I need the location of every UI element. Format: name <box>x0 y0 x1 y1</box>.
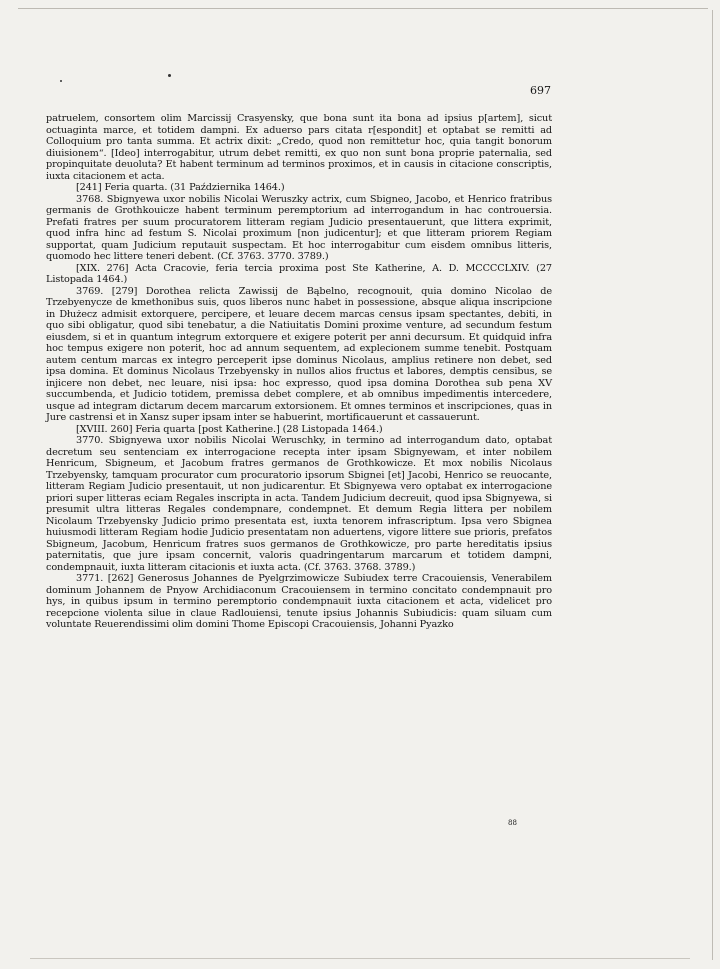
date-heading: [241] Feria quarta. (31 Października 1464.) <box>76 182 285 193</box>
date-heading: [XVIII. 260] Feria quarta [post Katherine.] (28 Listopada 1464.) <box>76 423 383 435</box>
date-heading: [XIX. 276] Acta Cracovie, feria tercia proxima post Ste Katherine, A. D. MCCCCLXIV. (27 Listopada 1464.) <box>46 262 552 285</box>
entry-3770: 3770. Sbignyewa uxor nobilis Nicolai Weruschky, in termino ad interrogandum dato, optabat decretum seu sentenciam ex interrogacione recepta inter ipsam Sbignyewam, et inter nobilem Henricum, Sbigneum, et Jacobum fratres germanos de Grothkowicze. Et mox nobilis Nicolaus Trzebyensky, tamquam procurator cum procuratorio ipsorum Sbignei [et] Jacobi, Henrico se reuocante, litteram Regiam Judicio presentauit, ut non judicarentur. Et Sbignyewa vero optabat ex interrogacione priori super litteras eciam Regales inscripta in acta. Tandem Judicium decreuit, quod ipsa Sbignyewa, si presumit ultra litteras Regales condempnare, condempnet. Et demum Regia littera per nobilem Nicolaum Trzebyensky Judicio primo presentata est, iuxta tenorem infrascriptum. Ipsa vero Sbignea huiusmodi litteram Regiam hodie Judicio presentatam non aduertens, vigore littere sue prioris, prefatos Sbigneum, Jacobum, Henricum fratres suos germanos de Grothkowicze, pro parte hereditatis ipsius paternitatis, que jure ipsam concernit, valoris quadringentarum marcarum et totidem dampni, condempnauit, iuxta litteram citacionis et iuxta acta. (Cf. 3763. 3768. 3789.) <box>46 435 552 573</box>
scan-edge-bottom <box>30 958 690 959</box>
signature-mark: 88 <box>508 819 517 827</box>
entry-3769: 3769. [279] Dorothea relicta Zawissij de Bąbelno, recognouit, quia domino Nicolao de Trzebyenycze de kmethonibus suis, quos liberos nunc habet in possessione, absque aliqua inscripcione in Dłużecz admisit extorquere, percipere, et leuare decem marcas census ipsam spectantes, debiti, in quo sibi obligatur, quod sibi tenebatur, a die Natiuitatis Domini proxime venture, ad secundum festum eiusdem, si et in quantum integrum extorquere et exigere poterit per anni decursum. Et quidquid infra hoc tempus exigere non poterit, hoc ad annum sequentem, ad explecionem summe tenebit. Postquam autem centum marcas ex integro perceperit ipse dominus Nicolaus, amplius retinere non debet, sed ipsa domina. Et dominus Nicolaus Trzebyensky in nullos alios fructus et labores, demptis censibus, se injicere non debet, nec leuare, nisi ipsa: hoc expresso, quod ipsa domina Dorothea sub pena XV succumbenda, et Judicio totidem, premissa debet complere, et ab omnibus impedimentis intercedere, usque ad integram dictarum decem marcarum extorsionem. Et omnes terminos et inscripciones, quas in Jure castrensi et in Xansz super ipsam inter se habuerint, mortificauerunt et cassauerunt. <box>46 285 552 423</box>
scan-edge-right <box>712 10 713 960</box>
document-body <box>46 113 552 631</box>
paragraph-continuation: patruelem, consortem olim Marcissij Crasyensky, que bona sunt ita bona ad ipsius p[artem], sicut octuaginta marce, et totidem dampni. Ex aduerso pars citata r[espondit] et optabat se remitti ad Colloquium pro tanta summa. Et actrix dixit: „Credo, quod non remittetur hoc, quia tangit bonorum diuisionem“. [Ideo] interrogabitur, utrum debet remitti, ex quo non sunt bona proprie paternalia, sed propinquitate deuoluta? Et habent terminum ad terminos proximos, et in causis in citacione conscriptis, iuxta citacionem et acta. <box>46 113 552 182</box>
entry-3768: 3768. Sbignyewa uxor nobilis Nicolai Weruszky actrix, cum Sbigneo, Jacobo, et Henrico fratribus germanis de Grothkouicze habent terminum peremptorium ad interrogandum in hac controuersia. Prefati fratres per suum procuratorem litteram regiam Judicio presentauerunt, que littera exprimit, quod infra hinc ad festum S. Nicolai proximum [non judicentur]; et que litteram priorem Regiam supportat, quam Judicium reputauit suspectam. Et hoc interrogabitur cum eisdem omnibus litteris, quomodo hec littere teneri debent. (Cf. 3763. 3770. 3789.) <box>46 193 552 262</box>
entry-3771: 3771. [262] Generosus Johannes de Pyelgrzimowicze Subiudex terre Cracouiensis, Venerabilem dominum Johannem de Pnyow Archidiaconum Cracouiensem in termino concitato condempnauit pro hys, in quibus ipsum in termino peremptorio condempnauit iuxta citacionem et acta, videlicet pro recepcione violenta silue in claue Radlouiensi, tenute ipsius Johannis Subiudicis: quam siluam cum voluntate Reuerendissimi olim domini Thome Episcopi Cracouiensis, Johanni Pyazko <box>46 573 552 630</box>
scan-edge-top <box>18 8 708 9</box>
scan-speck <box>60 80 62 82</box>
page-number: 697 <box>530 84 551 97</box>
scan-speck <box>168 74 171 77</box>
